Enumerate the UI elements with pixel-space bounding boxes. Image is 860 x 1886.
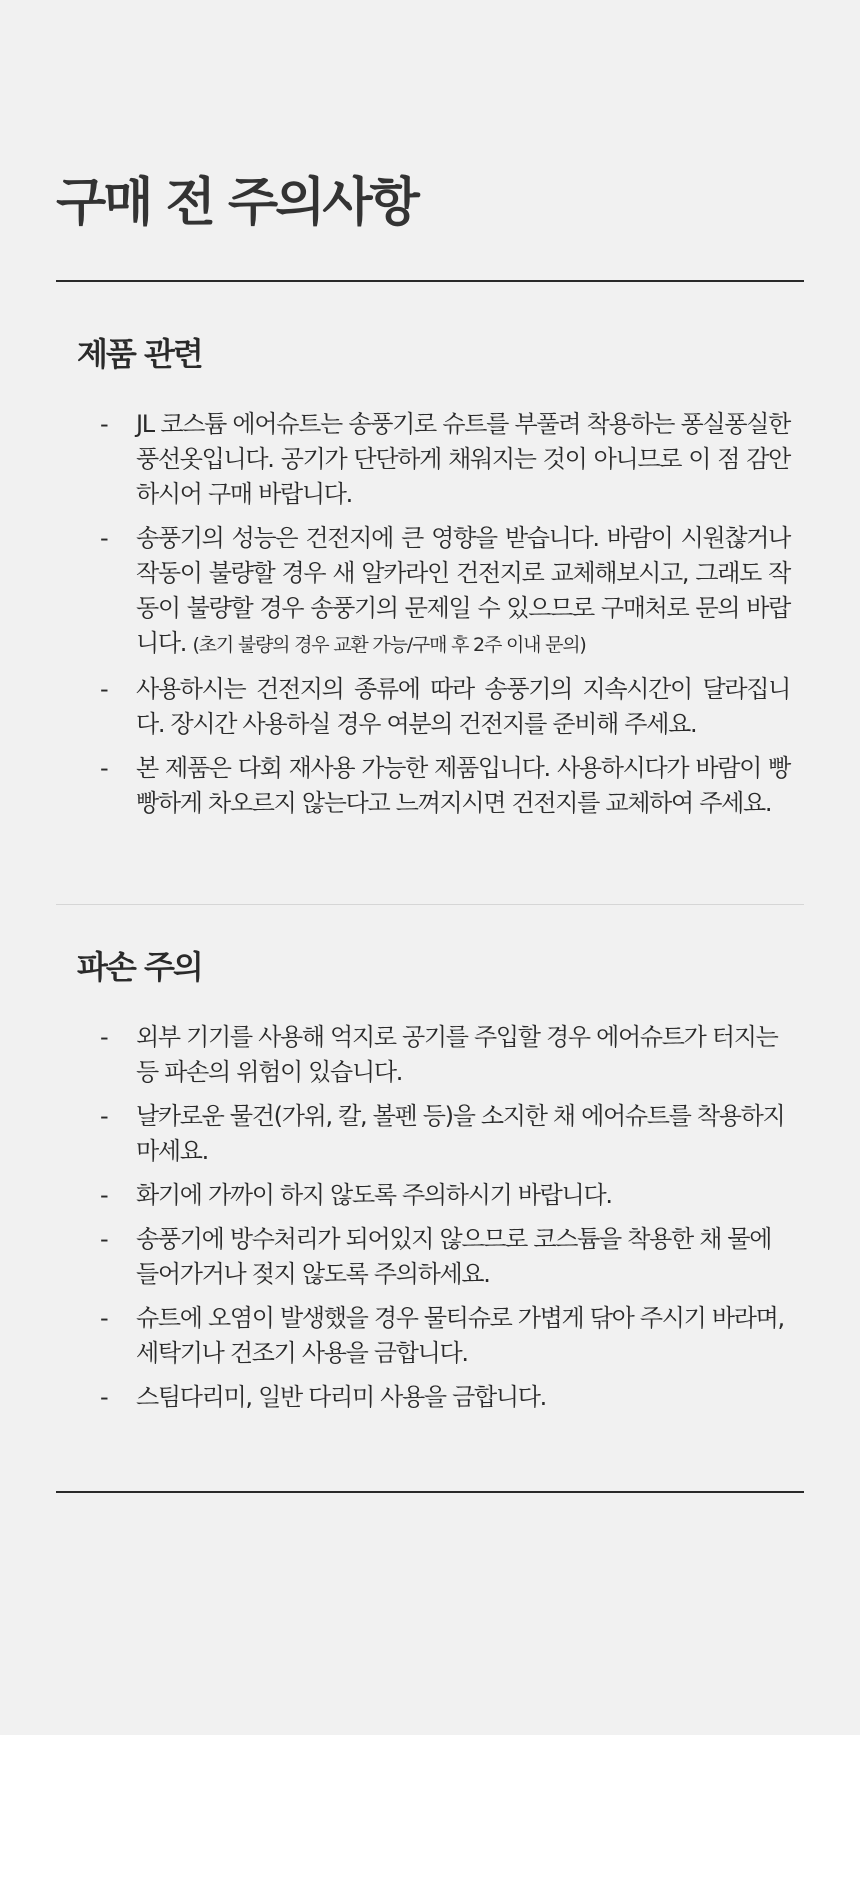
bullet-dash: - <box>100 1304 108 1332</box>
list-item <box>100 1380 790 1415</box>
section-divider <box>56 904 804 905</box>
bullet-dash: - <box>100 1383 108 1411</box>
item-text: 본 제품은 다회 재사용 가능한 제품입니다. 사용하시다가 바람이 빵빵하게 차오르지 않는다고 느껴지시면 건전지를 교체하여 주세요. <box>136 754 790 817</box>
section-heading-product: 제품 관련 <box>77 335 202 373</box>
item-text-with-note <box>136 521 790 663</box>
damage-notice-list <box>100 1020 790 1424</box>
bullet-dash: - <box>100 524 108 552</box>
item-text: 스팀다리미, 일반 다리미 사용을 금합니다. <box>136 1383 547 1411</box>
bullet-dash: - <box>100 675 108 703</box>
list-item <box>100 1099 790 1169</box>
bullet-dash: - <box>100 1181 108 1209</box>
top-divider <box>56 280 804 282</box>
item-text: 사용하시는 건전지의 종류에 따라 송풍기의 지속시간이 달라집니다. 장시간 사용하실 경우 여분의 건전지를 준비해 주세요. <box>136 675 790 738</box>
item-text: JL 코스튬 에어슈트는 송풍기로 슈트를 부풀려 착용하는 퐁실퐁실한 풍선옷입니다. 공기가 단단하게 채워지는 것이 아니므로 이 점 감안하시어 구매 바랍니다. <box>136 410 790 508</box>
list-item <box>100 407 790 512</box>
bullet-dash: - <box>100 1023 108 1051</box>
list-item <box>100 1020 790 1090</box>
bullet-dash: - <box>100 1225 108 1253</box>
bullet-dash: - <box>100 754 108 782</box>
list-item <box>100 751 790 821</box>
list-item <box>100 1301 790 1371</box>
item-text: 날카로운 물건(가위, 칼, 볼펜 등)을 소지한 채 에어슈트를 착용하지 마세요. <box>136 1102 785 1165</box>
page-title: 구매 전 주의사항 <box>56 173 417 233</box>
list-item <box>100 1178 790 1213</box>
item-note: (초기 불량의 경우 교환 가능/구매 후 2주 이내 문의) <box>192 634 586 656</box>
item-text: 송풍기에 방수처리가 되어있지 않으므로 코스튬을 착용한 채 물에 들어가거나 젖지 않도록 주의하세요. <box>136 1225 772 1288</box>
item-text: 송풍기의 성능은 건전지에 큰 영향을 받습니다. 바람이 시원찮거나 작동이 불량할 경우 새 알카라인 건전지로 교체해보시고, 그래도 작동이 불량할 경우 송풍기의 문제일 수 있으므로 구매처로 문의 바랍니다. <box>136 524 790 657</box>
product-notice-list <box>100 407 790 830</box>
bullet-dash: - <box>100 1102 108 1130</box>
item-text: 슈트에 오염이 발생했을 경우 물티슈로 가볍게 닦아 주시기 바라며, 세탁기나 건조기 사용을 금합니다. <box>136 1304 784 1367</box>
list-item <box>100 672 790 742</box>
bottom-divider <box>56 1491 804 1493</box>
list-item <box>100 1222 790 1292</box>
item-text: 화기에 가까이 하지 않도록 주의하시기 바랍니다. <box>136 1181 612 1209</box>
item-text: 외부 기기를 사용해 억지로 공기를 주입할 경우 에어슈트가 터지는 등 파손의 위험이 있습니다. <box>136 1023 778 1086</box>
bullet-dash: - <box>100 410 108 438</box>
section-heading-damage: 파손 주의 <box>77 948 202 986</box>
list-item <box>100 521 790 663</box>
